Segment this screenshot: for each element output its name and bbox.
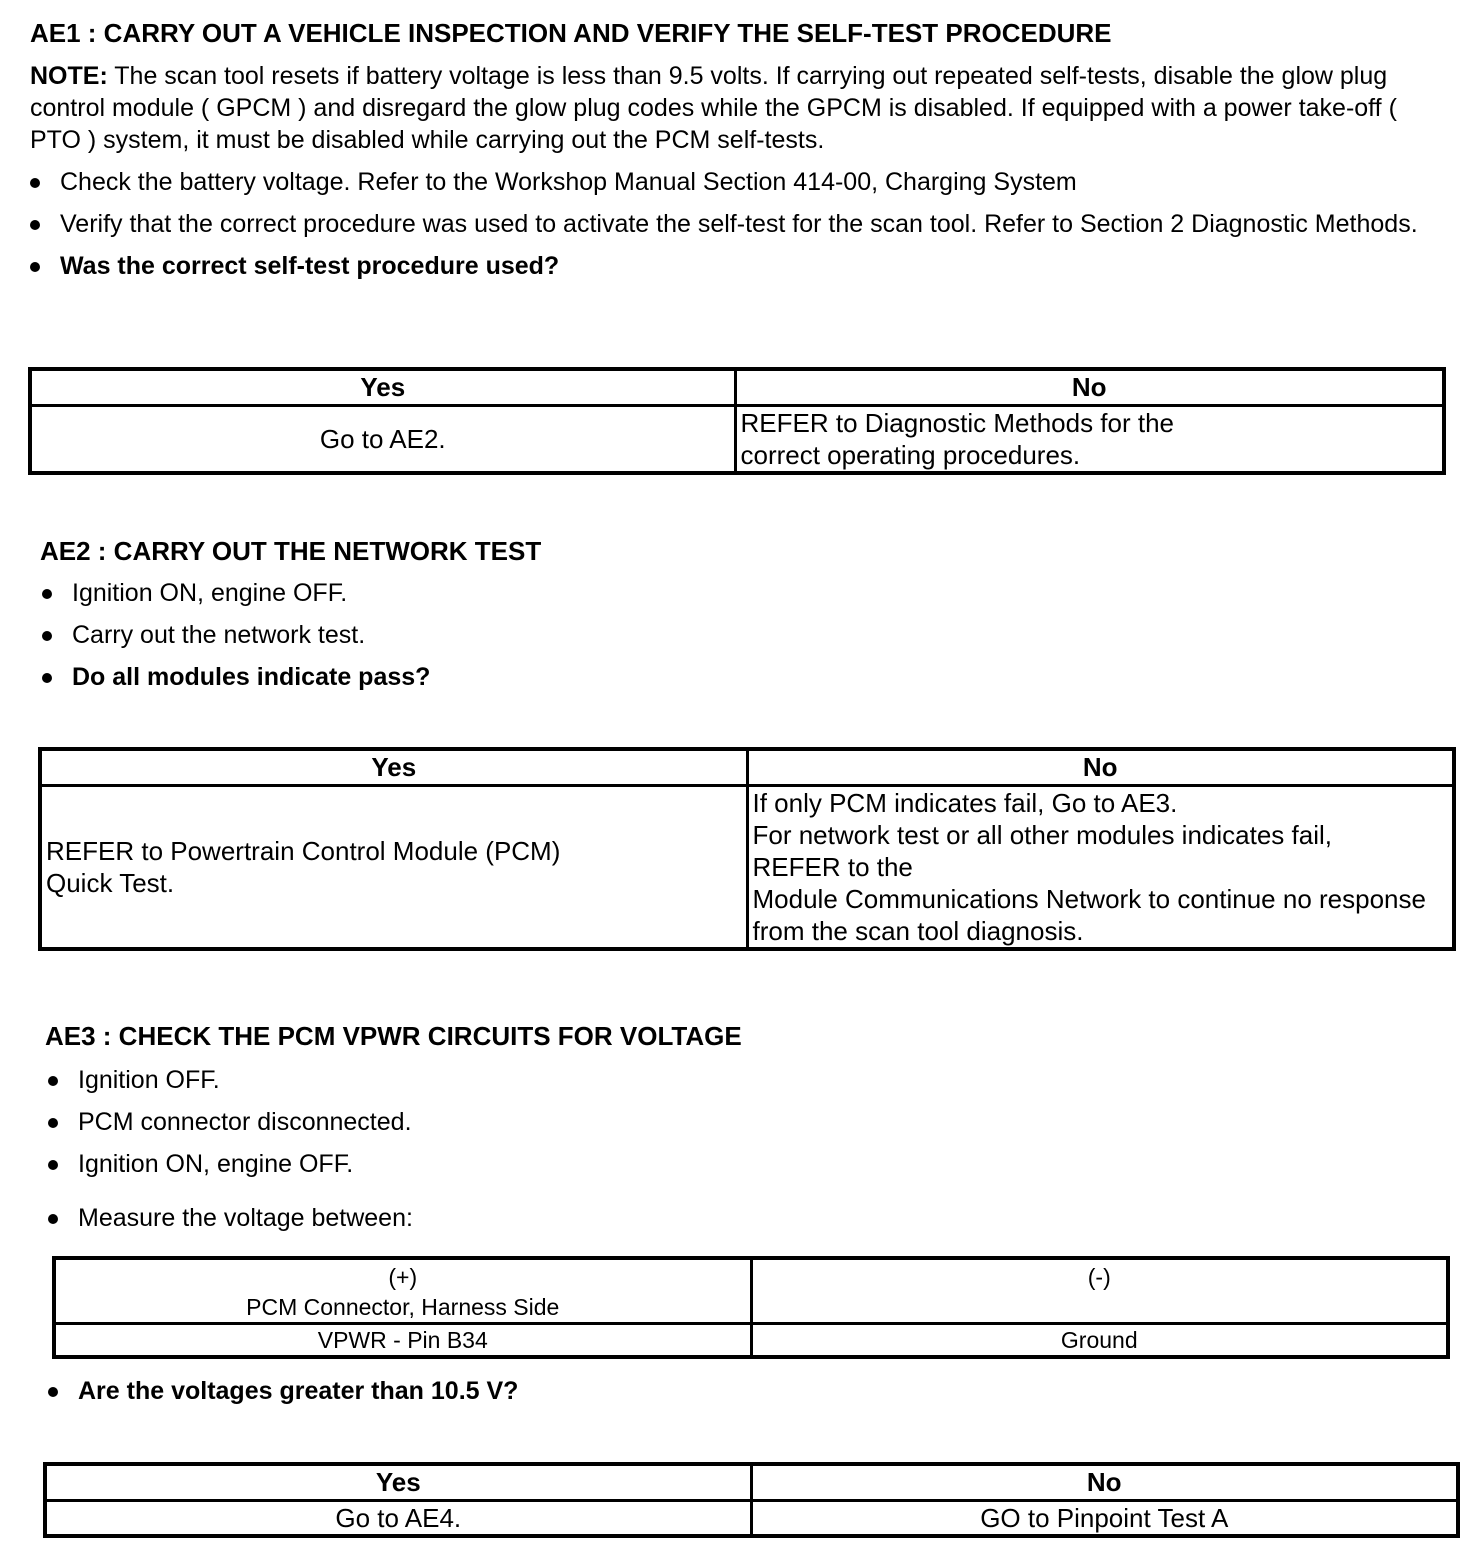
bullet-dot-icon: [48, 1214, 58, 1224]
ae2-no-line-1: If only PCM indicates fail, Go to AE3.: [752, 787, 1178, 818]
ae2-no-line-3: REFER to the: [752, 851, 913, 882]
ae3-heading: AE3 : CHECK THE PCM VPWR CIRCUITS FOR VOLTAGE: [45, 1021, 742, 1051]
ae2-no-line-4: Module Communications Network to continue no response from the scan tool diagnosis.: [752, 883, 1426, 946]
ae2-yes-header: Yes: [40, 749, 747, 785]
minus-header-cell: (-): [751, 1258, 1448, 1324]
note-label: NOTE:: [30, 62, 108, 90]
plus-value-cell: VPWR - Pin B34: [54, 1324, 751, 1358]
ae3-question: Are the voltages greater than 10.5 V?: [46, 1375, 1446, 1407]
ae3-bullet-1: Ignition OFF.: [46, 1064, 1446, 1096]
bullet-dot-icon: [30, 178, 40, 188]
ae2-heading: AE2 : CARRY OUT THE NETWORK TEST: [40, 536, 542, 566]
ae2-no-line-2: For network test or all other modules indicates fail,: [752, 819, 1332, 850]
ae1-section: [30, 18, 1450, 156]
ae3-no-cell: GO to Pinpoint Test A: [751, 1500, 1458, 1536]
ae3-result-table: [43, 1462, 1460, 1538]
bullet-dot-icon: [30, 262, 40, 272]
ae1-bullet-1: Check the battery voltage. Refer to the Workshop Manual Section 414-00, Charging System: [28, 166, 1428, 198]
note-text: The scan tool resets if battery voltage is less than 9.5 volts. If carrying out repeated self-tests, disable the glow plug control module ( GPCM ) and disregard the glow plug codes while the GPCM is disabled. If equipped with a power take-off ( PTO ) system, it must be disabled while carrying out the PCM self-tests.: [30, 62, 1397, 154]
ae2-bullet-1: Ignition ON, engine OFF.: [40, 577, 1440, 609]
ae1-note: [30, 60, 1450, 156]
ae3-yes-cell: Go to AE4.: [45, 1500, 751, 1536]
minus-value-cell: Ground: [751, 1324, 1448, 1358]
ae3-no-header: No: [751, 1464, 1458, 1500]
bullet-dot-icon: [48, 1160, 58, 1170]
ae1-no-cell: REFER to Diagnostic Methods for the correct operating procedures.: [735, 405, 1444, 473]
ae1-heading: AE1 : CARRY OUT A VEHICLE INSPECTION AND VERIFY THE SELF-TEST PROCEDURE: [30, 18, 1112, 48]
ae1-yes-cell: Go to AE2.: [30, 405, 735, 473]
ae2-bullet-2: Carry out the network test.: [40, 619, 1440, 651]
bullet-dot-icon: [48, 1387, 58, 1397]
ae2-no-cell: [747, 785, 1454, 949]
bullet-dot-icon: [48, 1076, 58, 1086]
ae3-bullet-3: Ignition ON, engine OFF.: [46, 1148, 1446, 1180]
ae3-section: [45, 1021, 742, 1051]
plus-header-cell: [54, 1258, 751, 1324]
ae3-yes-header: Yes: [45, 1464, 751, 1500]
ae1-question: Was the correct self-test procedure used?: [28, 250, 1428, 282]
ae1-result-table: [28, 367, 1446, 475]
ae2-section: [40, 536, 541, 566]
ae3-bullet-4: Measure the voltage between:: [46, 1202, 1446, 1234]
ae1-yes-header: Yes: [30, 369, 735, 405]
plus-header-symbol: (+): [388, 1264, 418, 1290]
ae2-yes-cell: REFER to Powertrain Control Module (PCM) Quick Test.: [40, 785, 747, 949]
bullet-dot-icon: [48, 1118, 58, 1128]
bullet-dot-icon: [42, 631, 52, 641]
plus-header-label: PCM Connector, Harness Side: [246, 1294, 560, 1320]
ae2-result-table: [38, 747, 1456, 951]
bullet-dot-icon: [30, 220, 40, 230]
bullet-dot-icon: [42, 589, 52, 599]
bullet-dot-icon: [42, 673, 52, 683]
ae1-no-header: No: [735, 369, 1444, 405]
ae2-question: Do all modules indicate pass?: [40, 661, 1440, 693]
ae2-no-header: No: [747, 749, 1454, 785]
ae1-bullet-2: Verify that the correct procedure was used to activate the self-test for the scan tool. Refer to Section 2 Diagnostic Methods.: [28, 208, 1428, 240]
ae3-bullet-2: PCM connector disconnected.: [46, 1106, 1446, 1138]
ae3-measure-table: [52, 1256, 1450, 1359]
